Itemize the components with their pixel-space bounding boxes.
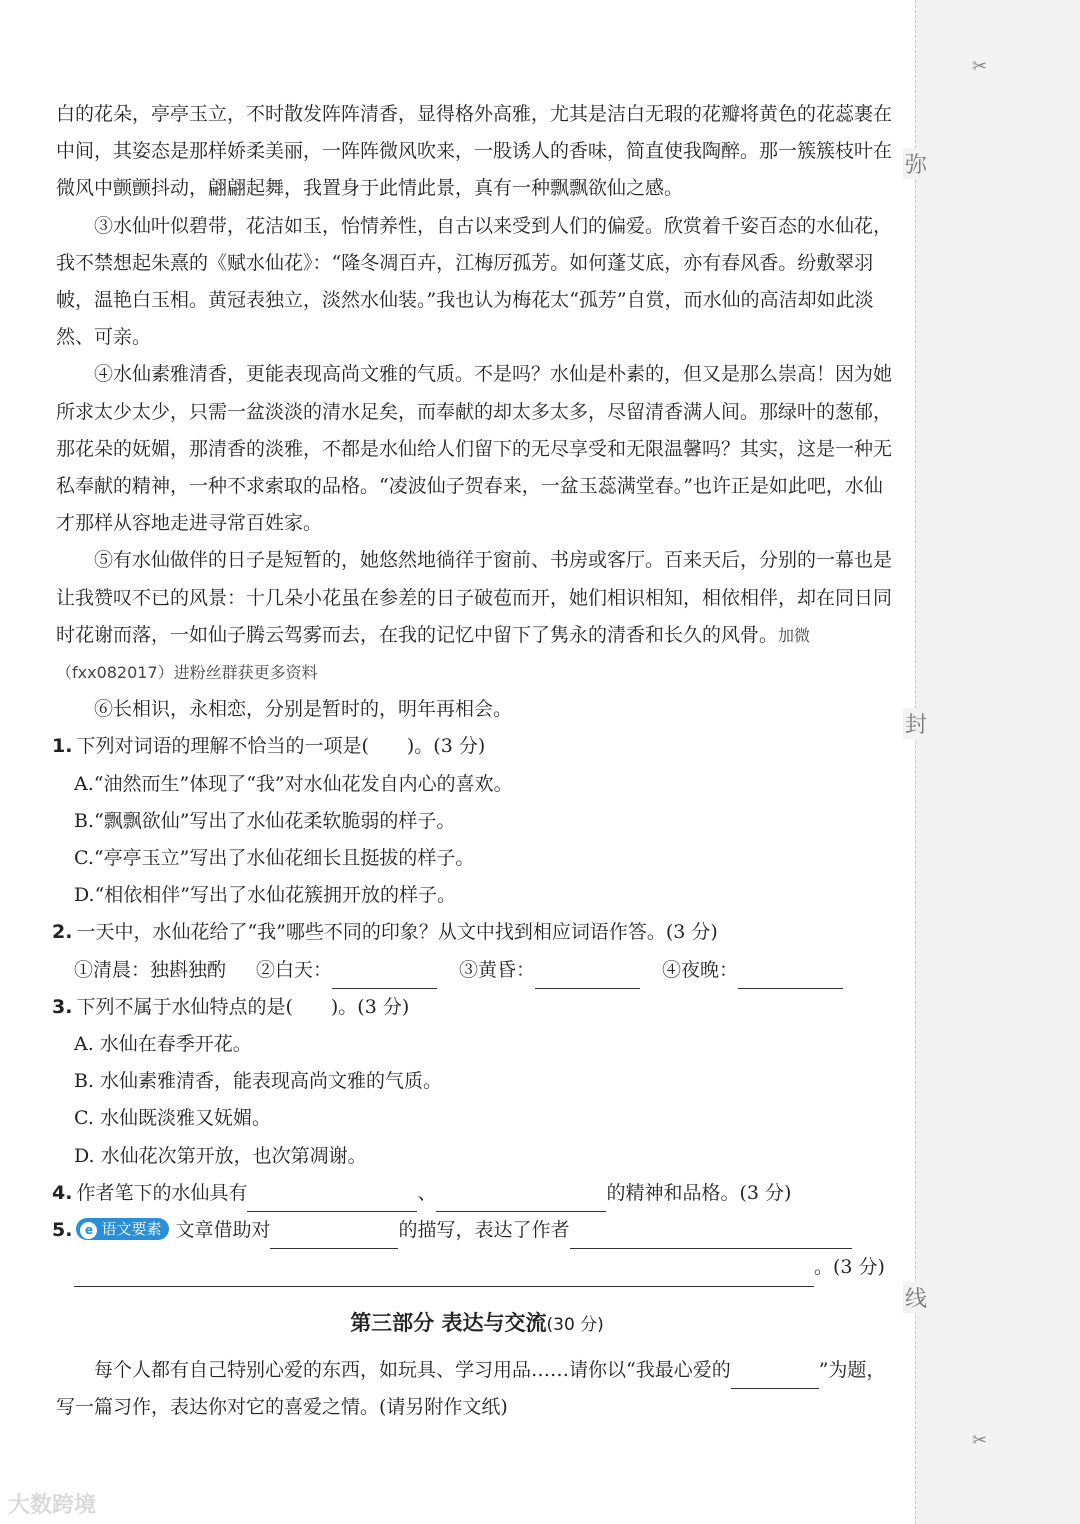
answer-night-label: ④夜晚： xyxy=(662,958,739,981)
language-element-badge xyxy=(76,1218,169,1240)
option-a: A. 水仙在春季开花。 xyxy=(74,1033,252,1056)
answer-blank-2[interactable] xyxy=(436,1187,606,1212)
question-number: 3. xyxy=(52,995,73,1018)
question-4-post: 的精神和品格。(3 分) xyxy=(606,1181,792,1204)
question-4-sep: 、 xyxy=(417,1181,437,1204)
part-3-title xyxy=(56,1305,898,1344)
promo-text: 加微（fxx082017）进粉丝群获更多资料 xyxy=(56,625,811,683)
answer-dusk-blank[interactable] xyxy=(535,964,640,989)
question-number: 5. xyxy=(52,1219,73,1242)
question-5 xyxy=(52,1212,898,1249)
prompt-text-b: ”为题，写一篇习作，表达你对它的喜爱之情。(请另附作文纸) xyxy=(56,1358,886,1418)
option-b: B. 水仙素雅清香，能表现高尚文雅的气质。 xyxy=(74,1070,443,1093)
question-5-end: 。(3 分) xyxy=(814,1256,885,1279)
binding-margin xyxy=(915,0,1080,1524)
prompt-text-a: 每个人都有自己特别心爱的东西，如玩具、学习用品……请你以“我最心爱的 xyxy=(94,1358,731,1381)
paragraph-5-text: ⑤有水仙做伴的日子是短暂的，她悠然地徜徉于窗前、书房或客厅。百来天后，分别的一幕也是让我赞叹不已的风景：十几朵小花虽在参差的日子破苞而开，她们相识相知，相依相伴，却在同日同时花谢而落，一如仙子腾云驾雾而去，在我的记忆中留下了隽永的清香和长久的风骨。 xyxy=(56,549,893,646)
question-2-answers xyxy=(56,952,898,989)
passage-paragraph-3: ③水仙叶似碧带，花洁如玉，怡情养性，自古以来受到人们的偏爱。欣赏着千姿百态的水仙花，我不禁想起朱熹的《赋水仙花》：“隆冬凋百卉，江梅厉孤芳。如何蓬艾底，亦有春风香。纷敷翠羽帔，温艳白玉相。黄冠表独立，淡然水仙装。”我也认为梅花太“孤芳”自赏，而水仙的高洁却如此淡然、可亲。 xyxy=(56,214,893,349)
option-a: A.“油然而生”体现了“我”对水仙花发自内心的喜欢。 xyxy=(74,772,513,795)
answer-blank-2[interactable] xyxy=(570,1224,852,1249)
question-stem: 下列对词语的理解不恰当的一项是( )。(3 分) xyxy=(76,735,486,758)
margin-char-mi: 弥 xyxy=(903,148,929,179)
answer-dusk-label: ③黄昏： xyxy=(459,958,536,981)
writing-prompt xyxy=(56,1352,898,1426)
answer-blank-1[interactable] xyxy=(270,1224,398,1249)
answer-daytime-blank[interactable] xyxy=(332,964,437,989)
question-4 xyxy=(52,1175,898,1212)
question-stem: 一天中，水仙花给了“我”哪些不同的印象？从文中找到相应词语作答。(3 分) xyxy=(76,921,718,944)
question-number: 2. xyxy=(52,921,73,944)
title-blank[interactable] xyxy=(731,1364,819,1389)
answer-morning: ①清晨：独斟独酌 xyxy=(74,958,227,981)
badge-label: 语文要素 xyxy=(101,1220,162,1239)
option-b: B.“飘飘欲仙”写出了水仙花柔软脆弱的样子。 xyxy=(74,809,456,832)
margin-char-feng: 封 xyxy=(903,708,929,739)
question-number: 4. xyxy=(52,1181,73,1204)
section-score: (30 分) xyxy=(546,1314,604,1335)
option-d: D.“相依相伴”写出了水仙花簇拥开放的样子。 xyxy=(74,884,457,907)
scissors-icon: ✂ xyxy=(972,1430,988,1451)
passage-paragraph-2-cont: 白的花朵，亭亭玉立，不时散发阵阵清香，显得格外高雅，尤其是洁白无瑕的花瓣将黄色的花蕊裹在中间，其姿态是那样娇柔美丽，一阵阵微风吹来，一股诱人的香味，简直使我陶醉。那一簇簇枝叶在微风中颤颤抖动，翩翩起舞，我置身于此情此景，真有一种飘飘欲仙之感。 xyxy=(56,103,893,200)
question-number: 1. xyxy=(52,735,73,758)
answer-daytime-label: ②白天： xyxy=(256,958,333,981)
exam-page xyxy=(52,96,898,1426)
passage-paragraph-6: ⑥长相识，永相恋，分别是暂时的，明年再相会。 xyxy=(94,698,513,721)
passage-paragraph-5 xyxy=(56,542,898,691)
section-title-text: 第三部分 表达与交流 xyxy=(350,1310,547,1335)
question-1 xyxy=(52,728,898,765)
option-c: C. 水仙既淡雅又妩媚。 xyxy=(74,1107,271,1130)
answer-night-blank[interactable] xyxy=(738,964,843,989)
answer-blank-1[interactable] xyxy=(247,1187,417,1212)
option-c: C.“亭亭玉立”写出了水仙花细长且挺拔的样子。 xyxy=(74,847,475,870)
e-icon: e xyxy=(80,1222,97,1239)
question-5-mid: 的描写，表达了作者 xyxy=(398,1219,570,1242)
question-2 xyxy=(52,914,898,951)
scissors-icon: ✂ xyxy=(972,56,988,77)
question-3 xyxy=(52,989,898,1026)
answer-blank-3[interactable] xyxy=(74,1262,814,1287)
watermark: 大数跨境 xyxy=(8,1493,97,1518)
question-stem: 下列不属于水仙特点的是( )。(3 分) xyxy=(76,995,410,1018)
passage-paragraph-4: ④水仙素雅清香，更能表现高尚文雅的气质。不是吗？水仙是朴素的，但又是那么崇高！因为她所求太少太少，只需一盆淡淡的清水足矣，而奉献的却太多太多，尽留清香满人间。那绿叶的葱郁，那花朵的妩媚，那清香的淡雅，不都是水仙给人们留下的无尽享受和无限温馨吗？其实，这是一种无私奉献的精神，一种不求索取的品格。“凌波仙子贺春来，一盆玉蕊满堂春。”也许正是如此吧，水仙才那样从容地走进寻常百姓家。 xyxy=(56,363,893,535)
question-4-pre: 作者笔下的水仙具有 xyxy=(76,1181,248,1204)
question-5-line-2 xyxy=(56,1249,898,1286)
margin-char-xian: 线 xyxy=(903,1282,929,1313)
option-d: D. 水仙花次第开放，也次第凋谢。 xyxy=(74,1144,367,1167)
question-5-pre: 文章借助对 xyxy=(175,1219,271,1242)
